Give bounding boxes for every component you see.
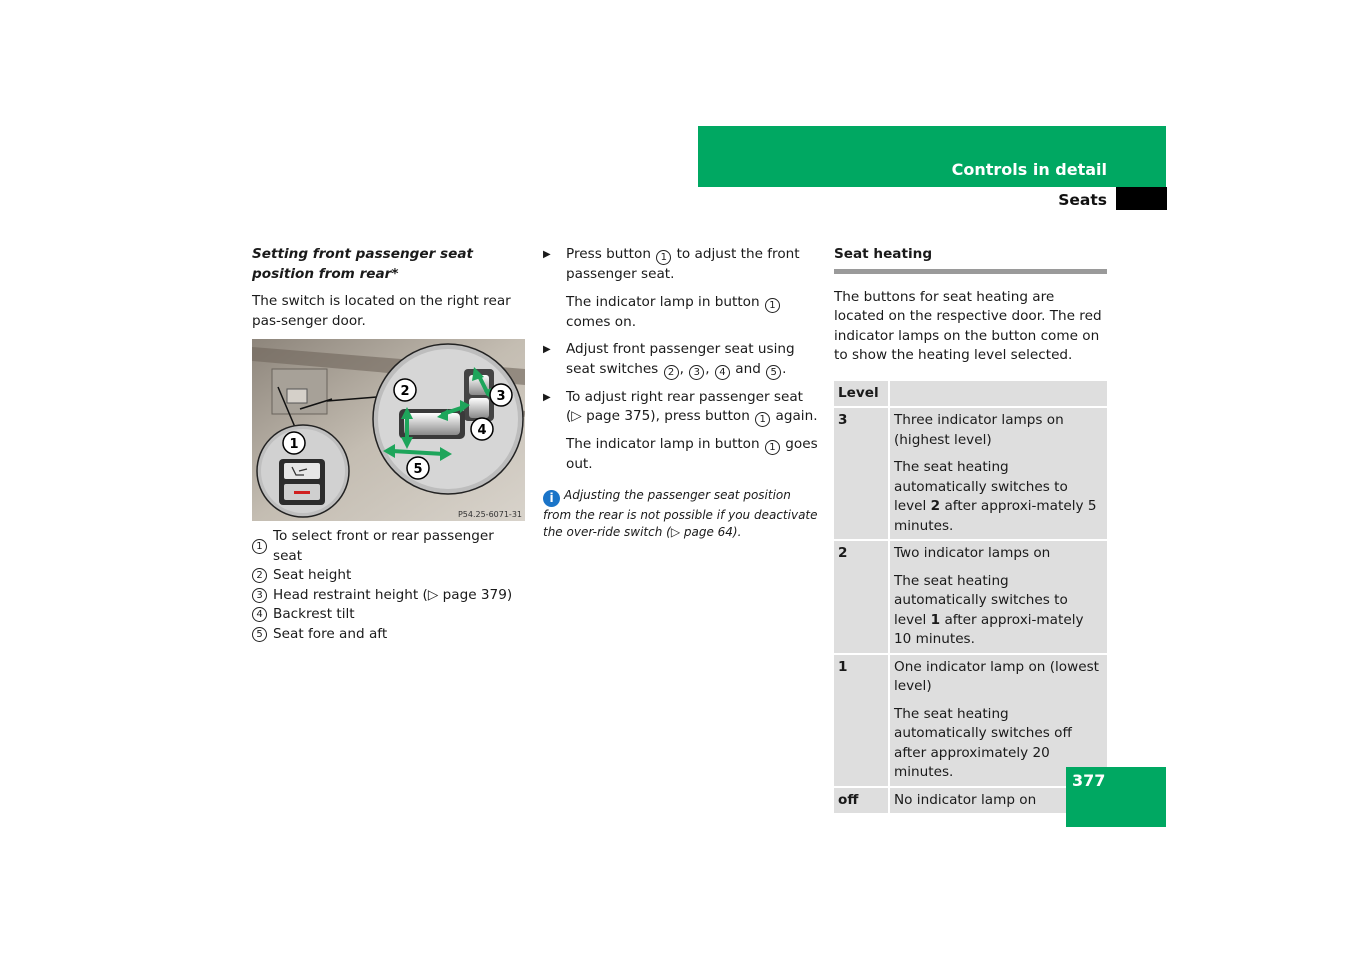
description-detail <box>894 572 1103 650</box>
middle-column <box>543 245 818 541</box>
table-row <box>834 407 1107 540</box>
intro-text: The switch is located on the right rear pas-senger door. <box>252 293 511 329</box>
info-note <box>543 487 818 541</box>
legend-number: 2 <box>252 568 267 583</box>
legend-text: Head restraint height (▷ page 379) <box>273 586 513 603</box>
legend-item <box>252 605 527 625</box>
separator: , <box>679 360 684 377</box>
right-column <box>834 245 1107 815</box>
figure-callout: 2 <box>400 384 410 399</box>
figure-callout: 5 <box>413 462 423 477</box>
level-cell: 3 <box>834 407 889 540</box>
inline-number: 2 <box>664 365 679 380</box>
note-text: The indicator lamp in button <box>566 293 760 310</box>
step-text: Press button <box>566 246 651 262</box>
description-cell <box>889 407 1107 540</box>
description-detail: The seat heating automatically switches off after approximately 20 minutes. <box>894 705 1072 780</box>
description-cell: No indicator lamp on <box>889 787 1107 815</box>
note-text: goes out. <box>566 436 818 472</box>
separator: . <box>782 360 787 377</box>
heating-level-table <box>834 381 1107 816</box>
step-3-note <box>543 435 818 475</box>
page-number: 377 <box>1072 771 1106 790</box>
subheading: Setting front passenger seat position from rear* <box>252 246 474 282</box>
step-text: and <box>735 360 761 377</box>
legend-text: To select front or rear passenger seat <box>272 528 494 564</box>
chapter-title: Controls in detail <box>951 160 1107 179</box>
legend-number: 1 <box>252 539 267 554</box>
inline-number: 4 <box>715 365 730 380</box>
level-cell: 1 <box>834 654 889 787</box>
left-column <box>252 245 527 644</box>
description-detail <box>894 458 1103 536</box>
separator: , <box>705 360 710 377</box>
level-column-header: Level <box>834 381 889 408</box>
description-line: One indicator lamp on (lowest level) <box>894 658 1100 694</box>
seat-heating-title: Seat heating <box>834 245 1107 274</box>
legend-number: 3 <box>252 588 267 603</box>
step-2 <box>543 340 818 380</box>
section-title: Seats <box>1058 191 1107 209</box>
note-text: The indicator lamp in button <box>566 436 760 452</box>
step-text: Adjust front passenger seat using seat switches <box>566 341 795 377</box>
page-number-box <box>1066 767 1166 827</box>
legend-item <box>252 566 527 586</box>
inline-number: 3 <box>689 365 704 380</box>
step-2-text <box>566 340 818 380</box>
description-line: Two indicator lamps on <box>894 545 1051 561</box>
door-switch-figure <box>252 339 525 521</box>
info-icon: i <box>543 490 560 507</box>
detail-text: The seat heating automatically switches to level <box>894 572 1068 628</box>
detail-text: after approxi-mately 10 minutes. <box>894 611 1084 647</box>
legend-item <box>252 625 527 645</box>
legend-number: 4 <box>252 607 267 622</box>
inline-number: 1 <box>755 412 770 427</box>
step-1-note <box>543 293 818 333</box>
legend-text: Seat fore and aft <box>273 625 388 642</box>
description-cell <box>889 540 1107 654</box>
bullet-arrow-icon: ▶ <box>543 249 551 260</box>
note-text: comes on. <box>566 313 637 330</box>
figure-callout: 3 <box>496 389 506 404</box>
level-cell: 2 <box>834 540 889 654</box>
table-header-row <box>834 381 1107 408</box>
section-marker <box>1116 187 1167 210</box>
legend-number: 5 <box>252 627 267 642</box>
legend-text: Seat height <box>273 567 352 583</box>
seat-heating-intro: The buttons for seat heating are located on the respective door. The red indicator lamps on the button come on to show the heating level selected. <box>834 288 1102 363</box>
chapter-header-bar <box>698 126 1166 187</box>
figure-code: P54.25-6071-31 <box>457 510 522 519</box>
info-text: Adjusting the passenger seat position from the rear is not possible if you deactivate the over-ride switch (▷ page 64). <box>543 487 818 539</box>
door-switch-illustration <box>252 339 525 521</box>
inline-number: 5 <box>766 365 781 380</box>
figure-legend <box>252 527 527 644</box>
table-row <box>834 540 1107 654</box>
inline-number: 1 <box>656 250 671 265</box>
description-column-header <box>889 381 1107 408</box>
step-3-text <box>566 388 818 428</box>
detail-level: 2 <box>930 498 941 514</box>
detail-text: after approxi-mately 5 minutes. <box>894 498 1097 534</box>
detail-level: 1 <box>930 611 941 628</box>
step-text: again. <box>775 408 818 424</box>
step-3 <box>543 388 818 428</box>
level-cell: off <box>834 787 889 815</box>
legend-item <box>252 527 527 566</box>
legend-item <box>252 586 527 606</box>
figure-callout: 4 <box>477 423 487 438</box>
inline-number: 1 <box>765 298 780 313</box>
figure-callout: 1 <box>289 437 299 452</box>
bullet-arrow-icon: ▶ <box>543 391 551 403</box>
description-line: Three indicator lamps on (highest level) <box>894 412 1064 448</box>
step-1-text <box>566 245 818 285</box>
bullet-arrow-icon: ▶ <box>543 344 551 355</box>
detail-text: The seat heating automatically switches to level <box>894 459 1068 514</box>
legend-text: Backrest tilt <box>273 606 355 622</box>
step-text: To adjust right rear passenger seat (▷ page 375), press button <box>566 388 803 424</box>
step-text: to adjust the front passenger seat. <box>566 246 800 282</box>
step-1 <box>543 245 818 285</box>
inline-number: 1 <box>765 440 780 455</box>
